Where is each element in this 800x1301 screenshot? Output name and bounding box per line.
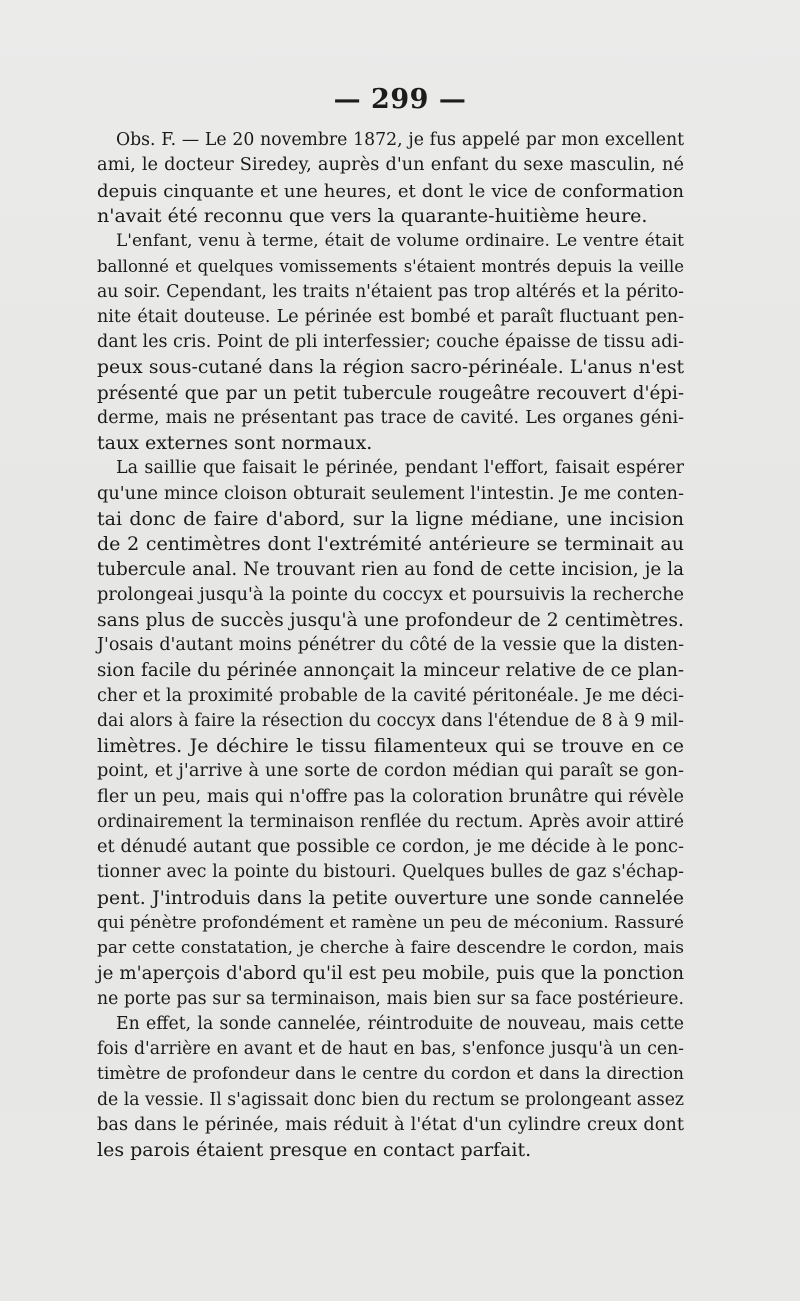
text-line: ami, le docteur Siredey, auprès d'un enfant du sexe masculin, né (97, 155, 684, 176)
text-line: de 2 centimètres dont l'extrémité antérieure se terminait au (97, 533, 684, 555)
paragraph-operation (78, 456, 684, 1012)
text-line: ne porte pas sur sa terminaison, mais bien sur sa face postérieure. (97, 988, 684, 1009)
text-line: J'osais d'autant moins pénétrer du côté de la vessie que la disten- (97, 635, 684, 655)
text-line: sans plus de succès jusqu'à une profondeur de 2 centimètres. (97, 609, 684, 631)
body-text (78, 128, 684, 1163)
text-line: au soir. Cependant, les traits n'étaient pas trop altérés et la périto- (97, 281, 684, 302)
text-line: par cette constatation, je cherche à faire descendre le cordon, mais (97, 938, 684, 958)
text-line: Obs. F. — Le 20 novembre 1872, je fus appelé par mon excellent (116, 130, 684, 150)
text-line: tubercule anal. Ne trouvant rien au fond de cette incision, je la (97, 559, 684, 581)
text-line: timètre de profondeur dans le centre du cordon et dans la direction (97, 1064, 684, 1085)
text-line: limètres. Je déchire le tissu filamenteux qui se trouve en ce (97, 735, 684, 757)
text-line: depuis cinquante et une heures, et dont le vice de conformation (97, 180, 684, 202)
text-line: point, et j'arrive à une sorte de cordon médian qui paraît se gon- (97, 761, 684, 782)
text-line: dant les cris. Point de pli interfessier; couche épaisse de tissu adi- (97, 332, 684, 352)
text-line: fois d'arrière en avant et de haut en bas, s'enfonce jusqu'à un cen- (97, 1039, 684, 1059)
text-line: je m'aperçois d'abord qu'il est peu mobile, puis que la ponction (97, 963, 684, 985)
text-line: La saillie que faisait le périnée, pendant l'effort, faisait espérer (116, 458, 684, 479)
text-line: tionner avec la pointe du bistouri. Quelques bulles de gaz s'échap- (97, 862, 684, 883)
text-line: présenté que par un petit tubercule rougeâtre recouvert d'épi- (97, 382, 684, 404)
paragraph-observation-intro (78, 128, 684, 229)
text-line: taux externes sont normaux. (97, 432, 373, 454)
text-line: ordinairement la terminaison renflée du rectum. Après avoir attiré (97, 811, 684, 832)
text-line: cher et la proximité probable de la cavité péritonéale. Je me déci- (97, 685, 684, 706)
text-line: dai alors à faire la résection du coccyx dans l'étendue de 8 à 9 mil- (97, 710, 684, 731)
text-line: prolongeai jusqu'à la pointe du coccyx et poursuivis la recherche (97, 584, 684, 605)
text-line: En effet, la sonde cannelée, réintroduite de nouveau, mais cette (116, 1013, 684, 1034)
text-line: pent. J'introduis dans la petite ouverture une sonde cannelée (97, 887, 684, 909)
text-line: nite était douteuse. Le périnée est bombé et paraît fluctuant pen- (97, 306, 684, 327)
text-line: les parois étaient presque en contact parfait. (97, 1139, 532, 1161)
text-line: derme, mais ne présentant pas trace de cavité. Les organes géni- (97, 407, 684, 428)
text-line: qu'une mince cloison obturait seulement l'intestin. Je me conten- (97, 483, 684, 504)
text-line: n'avait été reconnu que vers la quarante-huitième heure. (97, 204, 648, 227)
text-line: peux sous-cutané dans la région sacro-périnéale. L'anus n'est (97, 357, 684, 379)
paragraph-conclusion (78, 1012, 684, 1164)
text-line: tai donc de faire d'abord, sur la ligne médiane, une incision (97, 507, 684, 530)
paragraph-child-condition (78, 229, 684, 456)
page-number: — 299 — (333, 84, 467, 115)
text-line: ballonné et quelques vomissements s'étaient montrés depuis la veille (97, 257, 684, 277)
text-line: sion facile du périnée annonçait la minceur relative de ce plan- (97, 660, 684, 682)
text-line: L'enfant, venu à terme, était de volume ordinaire. Le ventre était (116, 231, 684, 251)
text-line: bas dans le périnée, mais réduit à l'état d'un cylindre creux dont (97, 1114, 684, 1135)
text-line: fler un peu, mais qui n'offre pas la coloration brunâtre qui révèle (97, 786, 684, 807)
text-line: et dénudé autant que possible ce cordon, je me décide à le ponc- (97, 837, 684, 857)
text-line: de la vessie. Il s'agissait donc bien du rectum se prolongeant assez (97, 1089, 684, 1110)
text-line: qui pénètre profondément et ramène un peu de méconium. Rassuré (97, 912, 684, 933)
